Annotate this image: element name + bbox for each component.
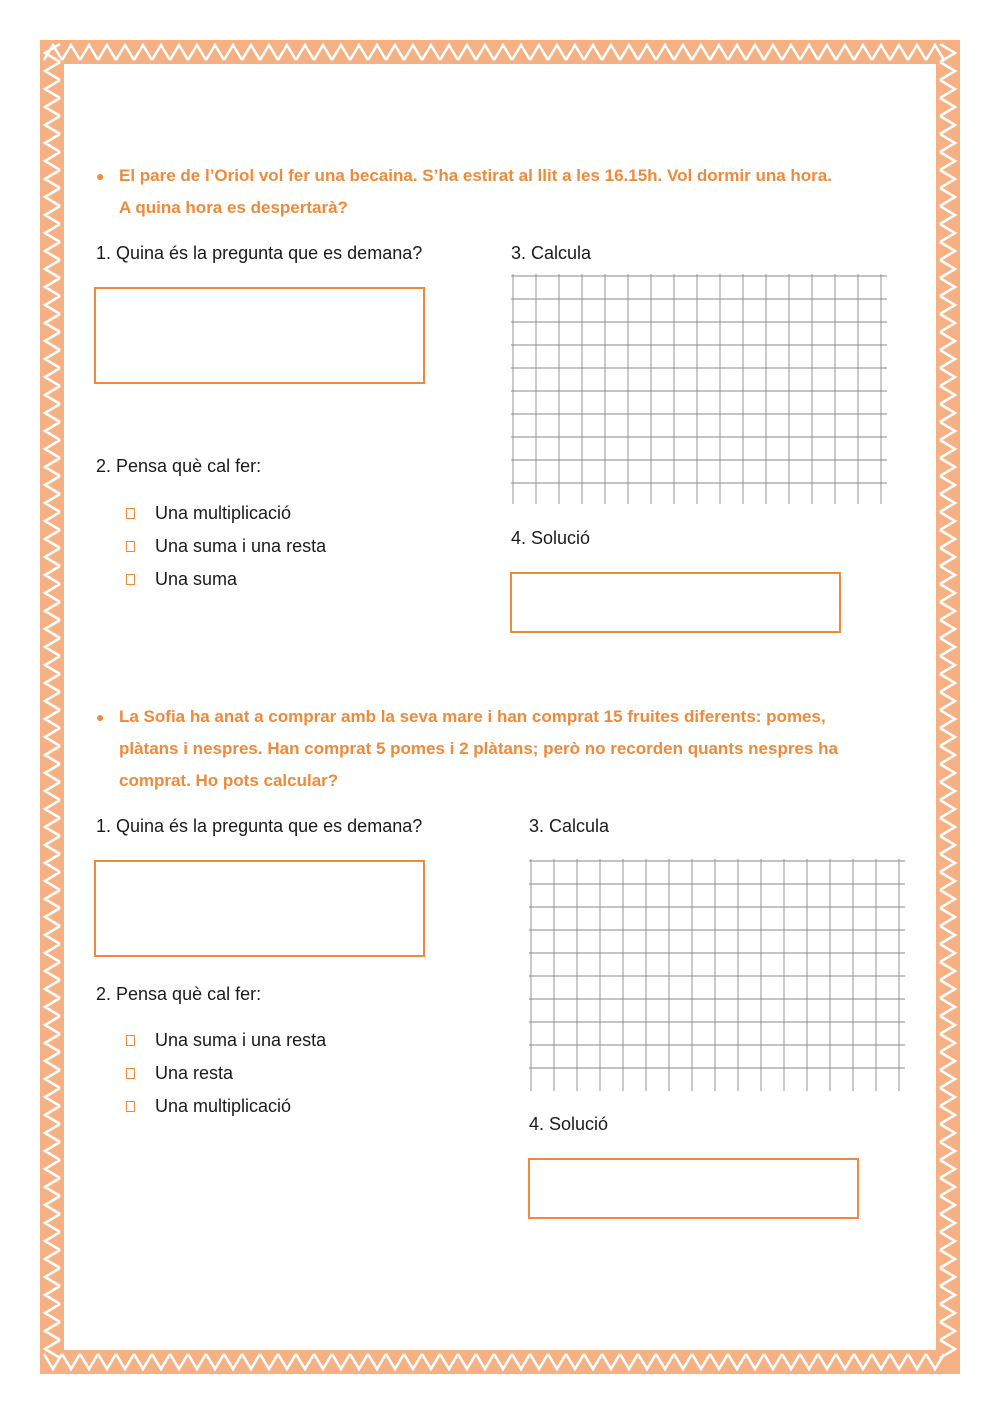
problem-2-statement — [96, 701, 916, 797]
problem-1-line-1: El pare de l’Oriol vol fer una becaina. S’ha estirat al llit a les 16.15h. Vol dormir una hora. — [119, 166, 832, 185]
problem-2-line-3: comprat. Ho pots calcular? — [119, 771, 339, 790]
problem-2-calculation-grid[interactable] — [529, 859, 905, 1091]
problem-2-option-3[interactable] — [155, 1095, 291, 1117]
problem-1-think-label: 2. Pensa què cal fer: — [96, 456, 262, 476]
problem-1-line-2: A quina hora es despertarà? — [119, 198, 348, 217]
problem-2-calculate-label: 3. Calcula — [529, 816, 610, 836]
problem-1-calculate-label: 3. Calcula — [511, 243, 592, 263]
option-label: Una suma i una resta — [155, 536, 327, 556]
problem-1-calculation-grid[interactable] — [511, 274, 887, 504]
problem-2-line-1: La Sofia ha anat a comprar amb la seva mare i han comprat 15 fruites diferents: pomes, — [119, 707, 826, 726]
option-label: Una suma i una resta — [155, 1030, 327, 1050]
problem-2-line-2: plàtans i nespres. Han comprat 5 pomes i 2 plàtans; però no recorden quants nespres ha — [119, 739, 838, 758]
problem-2-think-label: 2. Pensa què cal fer: — [96, 984, 262, 1004]
checkbox-icon[interactable] — [126, 1035, 135, 1046]
option-label: Una multiplicació — [155, 503, 292, 523]
problem-1-statement — [96, 160, 916, 224]
option-label: Una multiplicació — [155, 1096, 292, 1116]
problem-2-solution-box[interactable] — [528, 1158, 859, 1219]
problem-1-option-1[interactable] — [155, 502, 291, 524]
problem-2-solution-label: 4. Solució — [529, 1114, 609, 1134]
problem-2-question-answer-box[interactable] — [94, 860, 425, 957]
problem-1-question-answer-box[interactable] — [94, 287, 425, 384]
problem-1-question-label: 1. Quina és la pregunta que es demana? — [96, 243, 423, 263]
checkbox-icon[interactable] — [126, 541, 135, 552]
checkbox-icon[interactable] — [126, 574, 135, 585]
checkbox-icon[interactable] — [126, 1101, 135, 1112]
problem-2-option-2[interactable] — [155, 1062, 233, 1084]
option-label: Una suma — [155, 569, 238, 589]
problem-1-option-2[interactable] — [155, 535, 326, 557]
checkbox-icon[interactable] — [126, 508, 135, 519]
bullet-icon: ● — [96, 709, 105, 725]
problem-1-option-3[interactable] — [155, 568, 237, 590]
problem-2-option-1[interactable] — [155, 1029, 326, 1051]
problem-1-solution-box[interactable] — [510, 572, 841, 633]
problem-1-solution-label: 4. Solució — [511, 528, 591, 548]
option-label: Una resta — [155, 1063, 234, 1083]
bullet-icon: ● — [96, 168, 105, 184]
problem-2-question-label: 1. Quina és la pregunta que es demana? — [96, 816, 423, 836]
checkbox-icon[interactable] — [126, 1068, 135, 1079]
